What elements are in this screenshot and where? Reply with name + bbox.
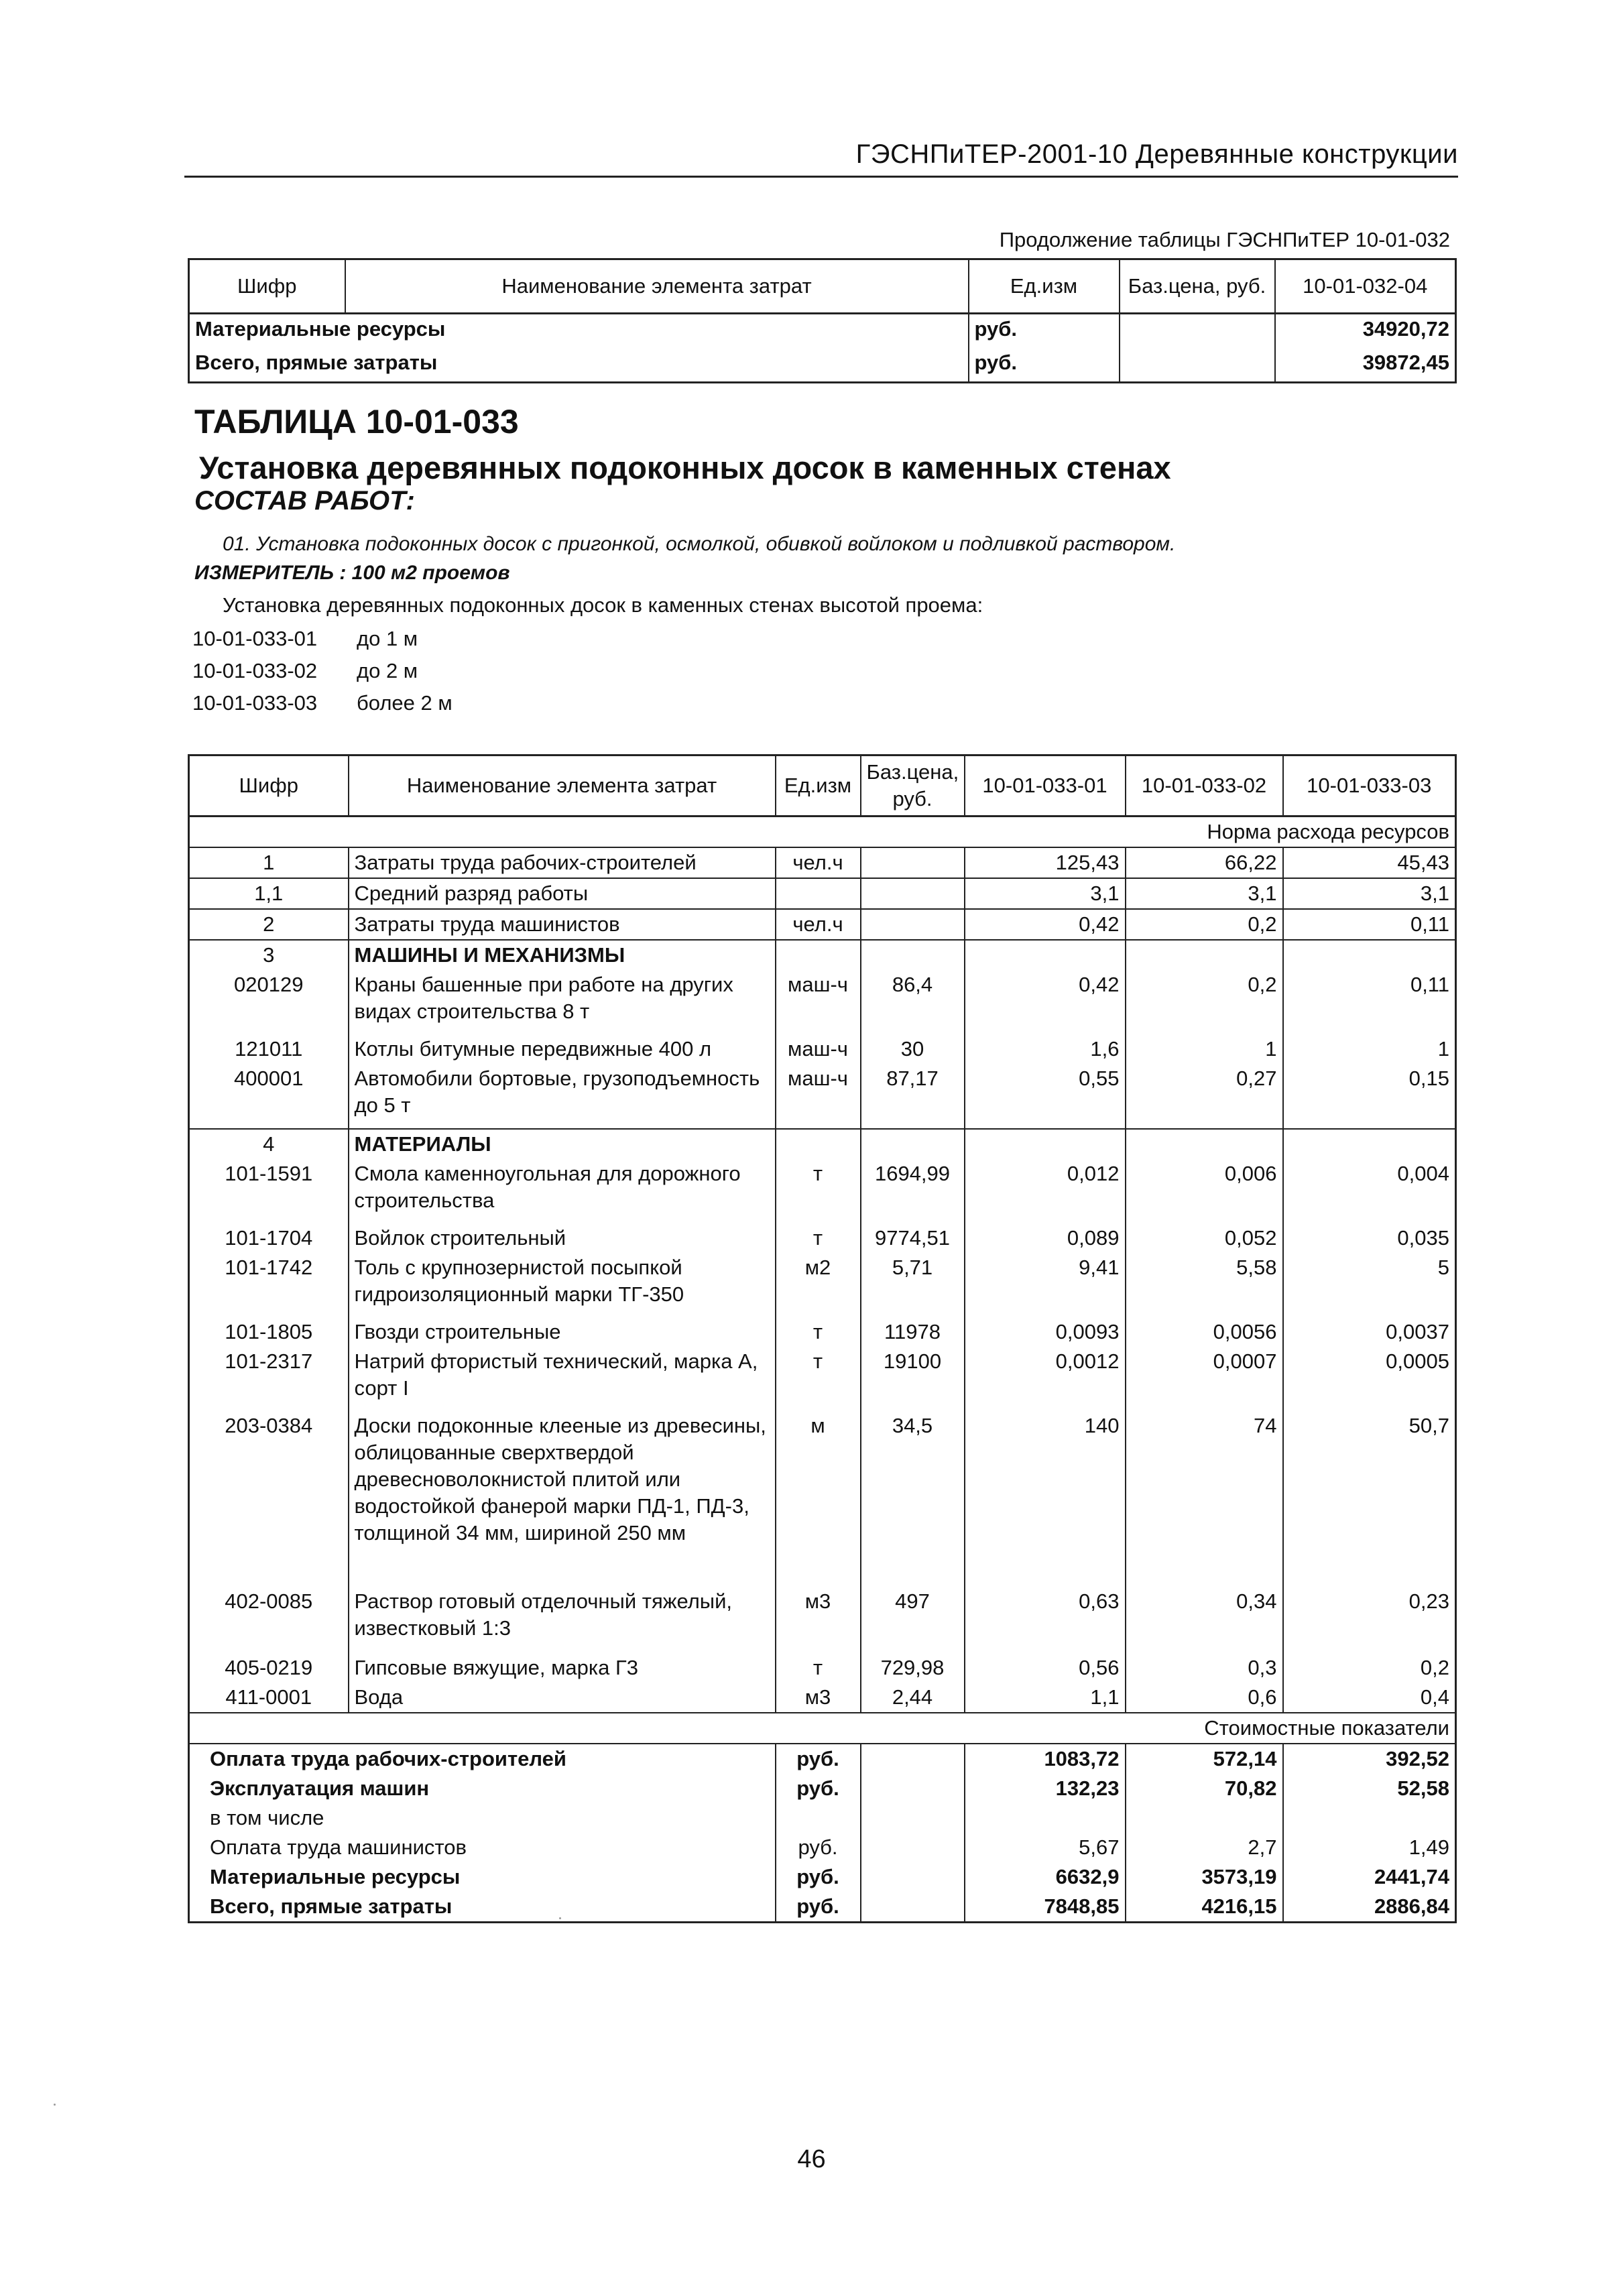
row-value-02: 0,006: [1126, 1159, 1283, 1223]
total-row: [189, 1862, 1456, 1892]
row-value-01: 9,41: [965, 1253, 1126, 1317]
row-code: 1: [189, 847, 349, 878]
continuation-table: [188, 258, 1457, 383]
row-value-03: 0,035: [1283, 1223, 1456, 1253]
row-value-02: 5,58: [1126, 1253, 1283, 1317]
total-unit: руб.: [776, 1833, 861, 1862]
variant-line: [192, 691, 453, 715]
row-code: 405-0219: [189, 1653, 349, 1683]
header-cell: 10-01-033-01: [965, 756, 1126, 817]
row-unit: м: [776, 1411, 861, 1587]
row-value-02: 0,0056: [1126, 1317, 1283, 1347]
row-value-02: 0,6: [1126, 1683, 1283, 1713]
row-price: 34,5: [861, 1411, 965, 1587]
row-name: МАШИНЫ И МЕХАНИЗМЫ: [349, 940, 776, 970]
row-unit: руб.: [969, 348, 1120, 383]
row-name: МАТЕРИАЛЫ: [349, 1129, 776, 1159]
variant-desc: до 2 м: [357, 659, 418, 682]
header-cell: Шифр: [189, 756, 349, 817]
total-value-02: 572,14: [1126, 1744, 1283, 1774]
row-value-01: 0,089: [965, 1223, 1126, 1253]
variant-code: 10-01-033-02: [192, 659, 318, 682]
row-name: Материальные ресурсы: [189, 314, 969, 349]
row-unit: т: [776, 1347, 861, 1411]
row-value-01: 125,43: [965, 847, 1126, 878]
row-unit: маш-ч: [776, 1034, 861, 1064]
row-name: Всего, прямые затраты: [189, 348, 969, 383]
row-value-03: 0,15: [1283, 1064, 1456, 1129]
row-price: 19100: [861, 1347, 965, 1411]
table-row: [189, 1223, 1456, 1253]
row-value-02: 66,22: [1126, 847, 1283, 878]
row-code: 2: [189, 909, 349, 940]
total-name: в том числе: [189, 1803, 776, 1833]
row-price: 30: [861, 1034, 965, 1064]
row-code: 1,1: [189, 878, 349, 909]
row-value-02: 74: [1126, 1411, 1283, 1587]
row-price: 5,71: [861, 1253, 965, 1317]
measurement-unit: ИЗМЕРИТЕЛЬ : 100 м2 проемов: [194, 562, 510, 584]
row-name: Затраты труда рабочих-строителей: [349, 847, 776, 878]
row-value: 39872,45: [1275, 348, 1456, 383]
row-code: 411-0001: [189, 1683, 349, 1713]
row-value-03: 45,43: [1283, 847, 1456, 878]
row-code: 101-1742: [189, 1253, 349, 1317]
row-value-03: 0,0037: [1283, 1317, 1456, 1347]
variants-intro: Установка деревянных подоконных досок в каменных стенах высотой проема:: [223, 593, 983, 617]
total-price: [861, 1833, 965, 1862]
row-name: Затраты труда машинистов: [349, 909, 776, 940]
row-price: 9774,51: [861, 1223, 965, 1253]
header-cell: Ед.изм: [969, 259, 1120, 314]
total-value-02: 70,82: [1126, 1774, 1283, 1803]
total-unit: руб.: [776, 1744, 861, 1774]
work-item: 01. Установка подоконных досок с пригонкой, осмолкой, обивкой войлоком и подливкой раствором.: [223, 533, 1176, 555]
scan-speck: [559, 1917, 561, 1919]
table-row: [189, 314, 1456, 349]
row-value-02: 1: [1126, 1034, 1283, 1064]
row-value-02: 0,34: [1126, 1587, 1283, 1653]
row-value-03: [1283, 940, 1456, 970]
row-code: 121011: [189, 1034, 349, 1064]
row-price: [1120, 348, 1275, 383]
row-unit: чел.ч: [776, 909, 861, 940]
total-row: [189, 1892, 1456, 1923]
row-unit: чел.ч: [776, 847, 861, 878]
row-unit: т: [776, 1223, 861, 1253]
row-name: Натрий фтористый технический, марка А, сорт I: [349, 1347, 776, 1411]
resource-table: [188, 754, 1457, 1923]
total-value-01: 6632,9: [965, 1862, 1126, 1892]
row-value-03: 0,2: [1283, 1653, 1456, 1683]
header-cell: 10-01-033-03: [1283, 756, 1456, 817]
row-name: Гипсовые вяжущие, марка Г3: [349, 1653, 776, 1683]
row-unit: [776, 1129, 861, 1159]
total-value-02: [1126, 1803, 1283, 1833]
continuation-caption: Продолжение таблицы ГЭСНПиТЕР 10-01-032: [999, 228, 1450, 251]
total-value-02: 4216,15: [1126, 1892, 1283, 1923]
row-unit: [776, 940, 861, 970]
running-head: ГЭСНПиТЕР-2001-10 Деревянные конструкции: [855, 139, 1458, 169]
row-name: Доски подоконные клееные из древесины, облицованные сверхтвердой древесноволокнистой плитой или водостойкой фанерой марки ПД-1, ПД-3, толщиной 34 мм, шириной 250 мм: [349, 1411, 776, 1587]
row-price: [861, 940, 965, 970]
cost-band-label: Стоимостные показатели: [189, 1713, 1456, 1744]
row-unit: т: [776, 1159, 861, 1223]
table-row: [189, 1587, 1456, 1653]
row-name: Автомобили бортовые, грузоподъемность до 5 т: [349, 1064, 776, 1129]
header-cell: Ед.изм: [776, 756, 861, 817]
row-price: [1120, 314, 1275, 349]
row-value-03: 3,1: [1283, 878, 1456, 909]
row-value-02: [1126, 940, 1283, 970]
row-unit: руб.: [969, 314, 1120, 349]
row-value-01: 0,56: [965, 1653, 1126, 1683]
row-value-03: 0,0005: [1283, 1347, 1456, 1411]
total-unit: руб.: [776, 1892, 861, 1923]
row-price: 497: [861, 1587, 965, 1653]
total-name: Материальные ресурсы: [189, 1862, 776, 1892]
table-row: [189, 1129, 1456, 1159]
total-value-01: 1083,72: [965, 1744, 1126, 1774]
row-code: 400001: [189, 1064, 349, 1129]
variant-code: 10-01-033-03: [192, 691, 318, 715]
table-row: [189, 1411, 1456, 1587]
row-value-01: 1,1: [965, 1683, 1126, 1713]
variant-desc: до 1 м: [357, 627, 418, 650]
header-cell: 10-01-033-02: [1126, 756, 1283, 817]
table-row: [189, 847, 1456, 878]
row-name: Толь с крупнозернистой посыпкой гидроизоляционный марки ТГ-350: [349, 1253, 776, 1317]
row-price: 86,4: [861, 970, 965, 1034]
section-title: Установка деревянных подоконных досок в каменных стенах: [199, 450, 1171, 485]
row-value-01: 0,012: [965, 1159, 1126, 1223]
header-cell: Наименование элемента затрат: [349, 756, 776, 817]
table-row: [189, 1034, 1456, 1064]
total-row: [189, 1744, 1456, 1774]
row-code: 3: [189, 940, 349, 970]
total-row: [189, 1774, 1456, 1803]
total-price: [861, 1803, 965, 1833]
row-unit: м2: [776, 1253, 861, 1317]
norm-band-label: Норма расхода ресурсов: [189, 817, 1456, 848]
row-price: [861, 847, 965, 878]
row-unit: т: [776, 1317, 861, 1347]
total-price: [861, 1744, 965, 1774]
total-value-03: [1283, 1803, 1456, 1833]
row-value-01: 0,0093: [965, 1317, 1126, 1347]
header-cell: Баз.цена, руб.: [1120, 259, 1275, 314]
row-value-02: 0,3: [1126, 1653, 1283, 1683]
row-code: 203-0384: [189, 1411, 349, 1587]
row-value-03: 0,4: [1283, 1683, 1456, 1713]
resource-table-header: [189, 756, 1456, 817]
row-price: 729,98: [861, 1653, 965, 1683]
row-price: [861, 1129, 965, 1159]
row-value-03: 0,23: [1283, 1587, 1456, 1653]
row-value-01: [965, 940, 1126, 970]
table-row: [189, 878, 1456, 909]
row-value-01: 1,6: [965, 1034, 1126, 1064]
row-price: [861, 909, 965, 940]
row-name: Раствор готовый отделочный тяжелый, известковый 1:3: [349, 1587, 776, 1653]
row-code: 101-2317: [189, 1347, 349, 1411]
total-value-01: 132,23: [965, 1774, 1126, 1803]
scan-speck: [54, 2104, 56, 2106]
table-row: [189, 1253, 1456, 1317]
table-row: [189, 1347, 1456, 1411]
continuation-header-row: [189, 259, 1456, 314]
row-name: Краны башенные при работе на других видах строительства 8 т: [349, 970, 776, 1034]
row-price: 87,17: [861, 1064, 965, 1129]
row-unit: маш-ч: [776, 1064, 861, 1129]
row-value-02: 0,2: [1126, 909, 1283, 940]
total-value-03: 52,58: [1283, 1774, 1456, 1803]
row-price: 2,44: [861, 1683, 965, 1713]
table-row: [189, 1159, 1456, 1223]
row-name: Средний разряд работы: [349, 878, 776, 909]
row-name: Гвозди строительные: [349, 1317, 776, 1347]
row-value-02: 0,052: [1126, 1223, 1283, 1253]
row-unit: м3: [776, 1683, 861, 1713]
row-value-01: 0,55: [965, 1064, 1126, 1129]
total-value-03: 392,52: [1283, 1744, 1456, 1774]
row-code: 101-1805: [189, 1317, 349, 1347]
header-cell: Наименование элемента затрат: [345, 259, 969, 314]
total-value-03: 2441,74: [1283, 1862, 1456, 1892]
table-row: [189, 1653, 1456, 1683]
row-value-03: 5: [1283, 1253, 1456, 1317]
row-value-01: 0,42: [965, 909, 1126, 940]
row-value-03: 0,11: [1283, 909, 1456, 940]
total-name: Оплата труда машинистов: [189, 1833, 776, 1862]
table-row: [189, 1683, 1456, 1713]
table-row: [189, 1064, 1456, 1129]
table-title: ТАБЛИЦА 10-01-033: [194, 403, 519, 440]
row-value-02: 3,1: [1126, 878, 1283, 909]
total-price: [861, 1892, 965, 1923]
norm-band-row: [189, 817, 1456, 848]
total-row: [189, 1803, 1456, 1833]
row-value-03: 1: [1283, 1034, 1456, 1064]
total-value-01: 7848,85: [965, 1892, 1126, 1923]
total-value-03: 2886,84: [1283, 1892, 1456, 1923]
variant-desc: более 2 м: [357, 691, 453, 715]
row-value-01: 0,42: [965, 970, 1126, 1034]
row-price: [861, 878, 965, 909]
work-composition-label: СОСТАВ РАБОТ:: [194, 486, 415, 516]
variant-code: 10-01-033-01: [192, 627, 318, 650]
row-value-03: 50,7: [1283, 1411, 1456, 1587]
total-unit: руб.: [776, 1774, 861, 1803]
row-price: 11978: [861, 1317, 965, 1347]
total-name: Всего, прямые затраты: [189, 1892, 776, 1923]
total-value-02: 3573,19: [1126, 1862, 1283, 1892]
row-value-01: 0,63: [965, 1587, 1126, 1653]
row-price: 1694,99: [861, 1159, 965, 1223]
total-name: Эксплуатация машин: [189, 1774, 776, 1803]
table-row: [189, 940, 1456, 970]
total-price: [861, 1862, 965, 1892]
total-value-01: 5,67: [965, 1833, 1126, 1862]
row-unit: маш-ч: [776, 970, 861, 1034]
row-value-01: 140: [965, 1411, 1126, 1587]
total-unit: руб.: [776, 1862, 861, 1892]
row-unit: м3: [776, 1587, 861, 1653]
variant-line: [192, 627, 418, 651]
row-value-02: [1126, 1129, 1283, 1159]
header-cell: Баз.цена, руб.: [861, 756, 965, 817]
row-code: 4: [189, 1129, 349, 1159]
row-name: Вода: [349, 1683, 776, 1713]
row-value-01: [965, 1129, 1126, 1159]
row-name: Войлок строительный: [349, 1223, 776, 1253]
total-unit: [776, 1803, 861, 1833]
total-price: [861, 1774, 965, 1803]
total-row: [189, 1833, 1456, 1862]
table-row: [189, 1317, 1456, 1347]
header-rule: [184, 176, 1458, 178]
header-cell: 10-01-032-04: [1275, 259, 1456, 314]
row-value-03: [1283, 1129, 1456, 1159]
table-row: [189, 970, 1456, 1034]
row-value-02: 0,0007: [1126, 1347, 1283, 1411]
total-value-02: 2,7: [1126, 1833, 1283, 1862]
total-name: Оплата труда рабочих-строителей: [189, 1744, 776, 1774]
row-value-03: 0,004: [1283, 1159, 1456, 1223]
total-value-01: [965, 1803, 1126, 1833]
row-value-01: 3,1: [965, 878, 1126, 909]
row-unit: [776, 878, 861, 909]
row-unit: т: [776, 1653, 861, 1683]
row-code: 101-1704: [189, 1223, 349, 1253]
row-code: 020129: [189, 970, 349, 1034]
row-value-03: 0,11: [1283, 970, 1456, 1034]
page-number: 46: [797, 2145, 826, 2173]
header-cell: Шифр: [189, 259, 345, 314]
variant-line: [192, 659, 418, 683]
row-name: Смола каменноугольная для дорожного строительства: [349, 1159, 776, 1223]
total-value-03: 1,49: [1283, 1833, 1456, 1862]
table-row: [189, 348, 1456, 383]
row-value-02: 0,2: [1126, 970, 1283, 1034]
cost-band-row: [189, 1713, 1456, 1744]
row-code: 402-0085: [189, 1587, 349, 1653]
row-value: 34920,72: [1275, 314, 1456, 349]
row-code: 101-1591: [189, 1159, 349, 1223]
row-name: Котлы битумные передвижные 400 л: [349, 1034, 776, 1064]
row-value-01: 0,0012: [965, 1347, 1126, 1411]
table-row: [189, 909, 1456, 940]
row-value-02: 0,27: [1126, 1064, 1283, 1129]
